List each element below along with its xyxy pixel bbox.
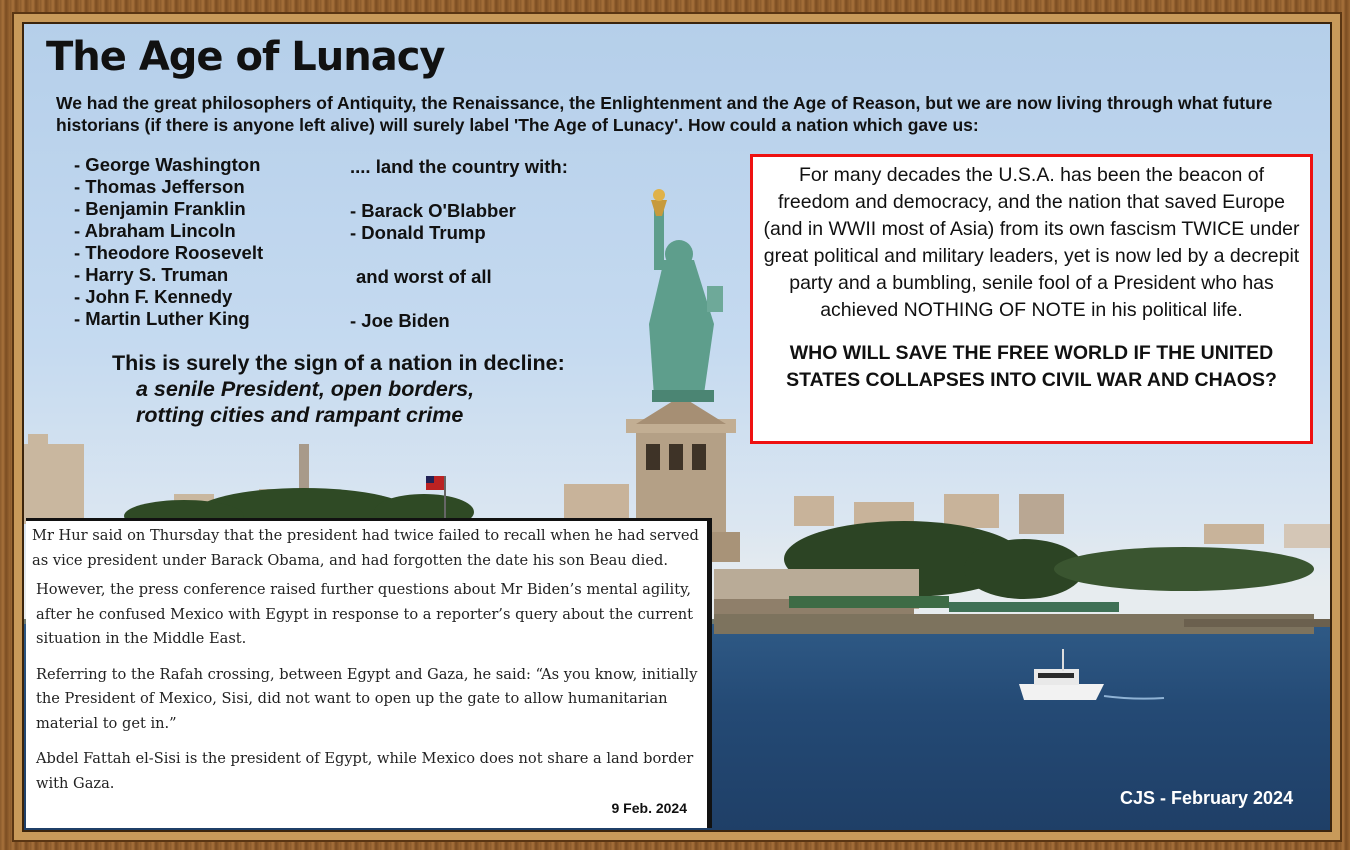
decline-line-1: a senile President, open borders,: [136, 377, 475, 401]
decline-headline: This is surely the sign of a nation in decline:: [112, 351, 565, 375]
article-paragraph-4: Abdel Fattah el-Sisi is the president of Egypt, while Mexico does not share a land border with Gaza.: [36, 750, 694, 792]
worst-label: and worst of all: [356, 266, 492, 287]
pier: [1184, 619, 1330, 627]
poster-scene: [22, 22, 1332, 832]
statue-of-liberty-icon: [649, 189, 723, 402]
list-item: - Theodore Roosevelt: [74, 242, 264, 263]
callout-paragraph-2: WHO WILL SAVE THE FREE WORLD IF THE UNITED STATES COLLAPSES INTO CIVIL WAR AND CHAOS?: [786, 342, 1277, 391]
list-item: - George Washington: [74, 154, 261, 175]
callout-box: [750, 154, 1313, 444]
article-paragraph-3: Referring to the Rafah crossing, between Egypt and Gaza, he said: “As you know, initially the President of Mexico, Sisi, did not want to open up the gate to allow humanitarian material to get in.”: [36, 665, 698, 732]
list-item: - John F. Kennedy: [74, 286, 233, 307]
article-paragraph-2: However, the press conference raised further questions about Mr Biden’s mental agility, after he confused Mexico with Egypt in response to a reporter’s query about the current situation in the Middle East.: [36, 581, 694, 647]
news-article-clipping: [26, 518, 712, 828]
boat-icon: [1019, 649, 1164, 700]
list-item: - Donald Trump: [350, 222, 486, 243]
intro-paragraph: We had the great philosophers of Antiquity, the Renaissance, the Enlightenment and the Age of Reason, but we are now living through what future historians (if there is anyone left alive) will surely label 'The Age of Lunacy'. How could a nation which gave us:: [56, 93, 1273, 135]
article-date: 9 Feb. 2024: [611, 799, 687, 816]
author-credit: CJS - February 2024: [1120, 788, 1294, 808]
article-paragraph-1: Mr Hur said on Thursday that the president had twice failed to recall when he had served as vice president under Barack Obama, and had forgotten the date his son Beau died.: [32, 527, 699, 569]
list-item: - Barack O'Blabber: [350, 200, 516, 221]
callout-paragraph-1: For many decades the U.S.A. has been the beacon of freedom and democracy, and the nation that saved Europe (and in WWII most of Asia) from its own fascism TWICE under great political and military leaders, yet is now led by a decrepit party and a bumbling, senile fool of a President who has achieved NOTHING OF NOTE in his political life.: [763, 164, 1300, 321]
list-item: - Harry S. Truman: [74, 264, 229, 285]
list-item: - Benjamin Franklin: [74, 198, 246, 219]
list-item: - Abraham Lincoln: [74, 220, 236, 241]
contrast-list: [350, 156, 568, 332]
decline-line-2: rotting cities and rampant crime: [136, 403, 464, 427]
page-title: The Age of Lunacy: [46, 34, 445, 80]
list-item: - Joe Biden: [350, 310, 450, 331]
list-item: - Thomas Jefferson: [74, 176, 245, 197]
list-item: - Martin Luther King: [74, 308, 250, 329]
decline-statement: [112, 350, 565, 428]
contrast-intro: .... land the country with:: [350, 156, 568, 177]
great-leaders-list: [74, 154, 263, 330]
